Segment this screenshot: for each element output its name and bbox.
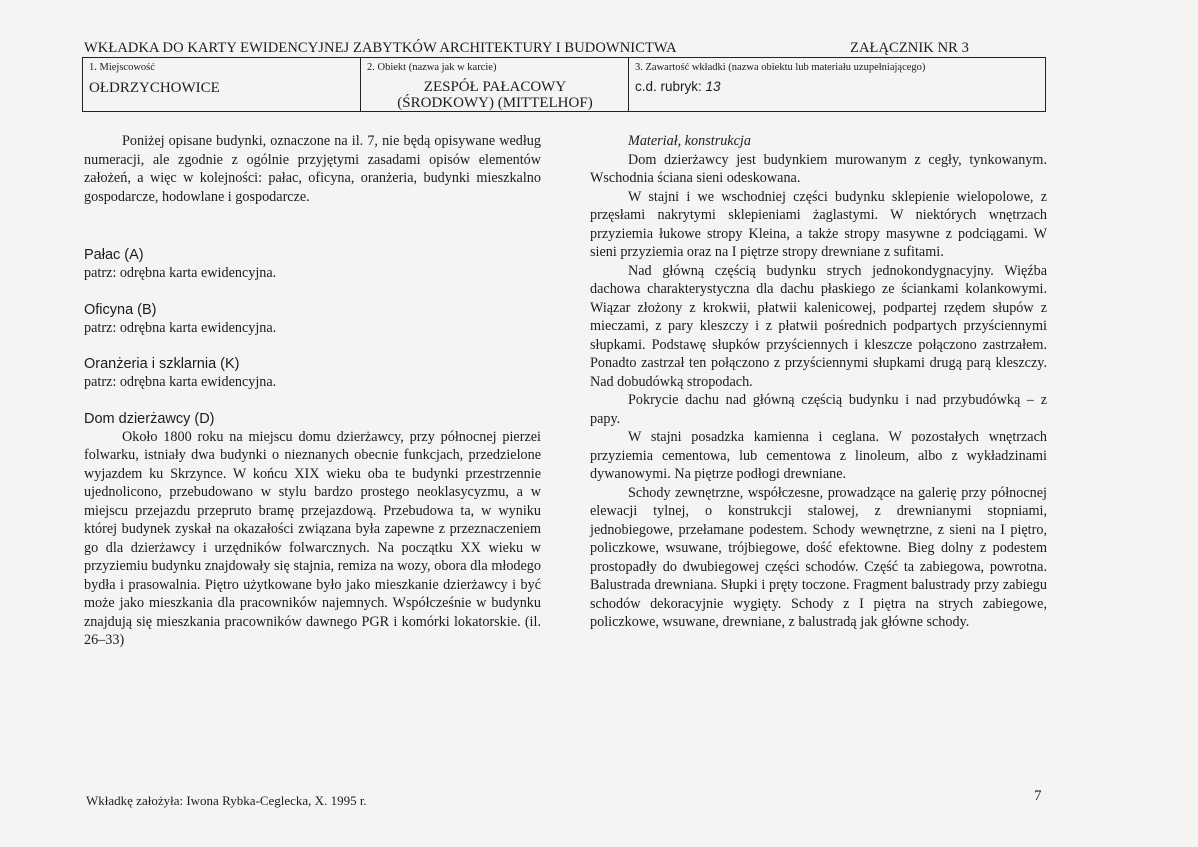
field-locality-label: 1. Miejscowość (89, 62, 155, 73)
material-paragraph: Schody zewnętrzne, współczesne, prowadzące na galerię przy północnej elewacji tylnej, o konstrukcji stalowej, z drewnianymi stopniami, jednobiegowe, przełamane podestem. Schody wewnętrzne, z sieni na I piętro, policzkowe, wsuwane, trójbiegowe, dość efektowne. Bieg dolny z podestem prostopadły do dwubiegowej części schodów. Część ta zabiegowa, powrotna. Balustrada drewniana. Słupki i pręty toczone. Fragment balustrady przy zabiegu schodów dekoracyjnie wygięty. Schody z I piętra na strych zabiegowe, policzkowe, wsuwane, drewniane, z balustradą jak główne schody. (590, 484, 1047, 630)
footer-author: Wkładkę założyła: Iwona Rybka-Ceglecka, X. 1995 r. (86, 793, 367, 808)
intro-paragraph: Poniżej opisane budynki, oznaczone na il. 7, nie będą opisywane według numeracji, ale zgodnie z ogólnie przyjętymi zasadami opisów elementów założeń, a więc w kolejności: pałac, oficyna, oranżeria, budynki mieszkalno gospodarcze, hodowlane i gospodarcze. (84, 133, 541, 205)
section-text-palace: patrz: odrębna karta ewidencyjna. (84, 265, 277, 281)
page-number: 7 (1034, 788, 1042, 804)
field-contents (629, 58, 1045, 111)
field-object (361, 58, 629, 111)
material-paragraph: W stajni i we wschodniej części budynku sklepienie wielopolowe, z przęsłami nakrytymi sklepieniami żaglastymi. W niektórych wnętrzach przyziemia łukowe stropy Kleina, a także stropy masywne z podciągami. W sieni przyziemia oraz na I piętrze stropy drewniane z sufitami. (590, 188, 1047, 260)
left-column (84, 132, 541, 650)
material-heading: Materiał, konstrukcja (628, 133, 751, 149)
material-paragraph: Dom dzierżawcy jest budynkiem murowanym z cegły, tynkowanym. Wschodnia ściana sieni odeskowana. (590, 151, 1047, 186)
section-heading-orangery: Oranżeria i szklarnia (K) (84, 356, 240, 372)
right-column (590, 132, 1047, 632)
section-heading-tenant-house: Dom dzierżawcy (D) (84, 410, 215, 427)
field-object-value-line2: (ŚRODKOWY) (MITTELHOF) (397, 95, 593, 111)
attachment-number: ZAŁĄCZNIK NR 3 (850, 40, 969, 56)
material-paragraph: Nad główną częścią budynku strych jednokondygnacyjny. Więźba dachowa charakterystyczna dla dachu płaskiego ze ściankami kolankowymi. Wiązar złożony z krokwii, płatwii kalenicowej, podpartej rzędem słupów z mieczami, z pary kleszczy i z płatwii pośrednich podpartych przyściennymi słupkami. Podstawę słupków przyściennych i kleszcze połączono zastrzałem. Ponadto zastrzał ten połączono z przyściennymi słupkami drugą parą kleszczy. Nad dobudówką stropodach. (590, 262, 1047, 390)
section-text-orangery: patrz: odrębna karta ewidencyjna. (84, 374, 277, 390)
field-locality (83, 58, 361, 111)
section-text-tenant-house: Około 1800 roku na miejscu domu dzierżawcy, przy północnej pierzei folwarku, istniały dwa budynki o nieznanych obecnie funkcjach, przedzielone wyjazdem ku Skrzynce. W końcu XIX wieku oba te budynki przestrzennie ujednolicono, przebudowano w stylu bardzo prostego neoklasycyzmu, a w miejscu przejazdu przepruto bramę przejazdową. Przebudowa ta, w wyniku której budynek zyskał na okazałości związana była zapewne z przeznaczeniem go dla dzierżawcy i urzędników folwarcznych. Na początku XX wieku w przyziemiu budynku znajdowały się stajnia, remiza na wozy, obora dla młodego bydła i prasowalnia. Piętro użytkowane było jako mieszkanie dzierżawcy i być może jako mieszkania dla pracowników najemnych. Współcześnie w budynku znajdują się mieszkania pracowników dawnego PGR i komórki lokatorskie. (il. 26–33) (84, 428, 541, 648)
field-locality-value: OŁDRZYCHOWICE (89, 80, 220, 96)
field-contents-prefix: c.d. rubryk: (635, 79, 702, 94)
section-heading-annex: Oficyna (B) (84, 301, 157, 318)
section-text-annex: patrz: odrębna karta ewidencyjna. (84, 319, 277, 336)
field-contents-label: 3. Zawartość wkładki (nazwa obiektu lub materiału uzupełniającego) (635, 62, 926, 73)
field-object-value-line1: ZESPÓŁ PAŁACOWY (423, 79, 567, 95)
header-title: WKŁADKA DO KARTY EWIDENCYJNEJ ZABYTKÓW ARCHITEKTURY I BUDOWNICTWA (84, 40, 677, 56)
section-heading-palace: Pałac (A) (84, 247, 144, 263)
material-paragraph: W stajni posadzka kamienna i ceglana. W pozostałych wnętrzach przyziemia cementowa, lub cementowa z linoleum, albo z wykładzinami dywanowymi. Na piętrze podłogi drewniane. (590, 429, 1047, 482)
field-contents-value (635, 79, 721, 94)
field-contents-handwritten: 13 (705, 79, 721, 94)
material-paragraph: Pokrycie dachu nad główną częścią budynku i nad przybudówką – z papy. (590, 392, 1047, 427)
form-header-table (82, 57, 1046, 112)
field-object-label: 2. Obiekt (nazwa jak w karcie) (367, 62, 497, 73)
